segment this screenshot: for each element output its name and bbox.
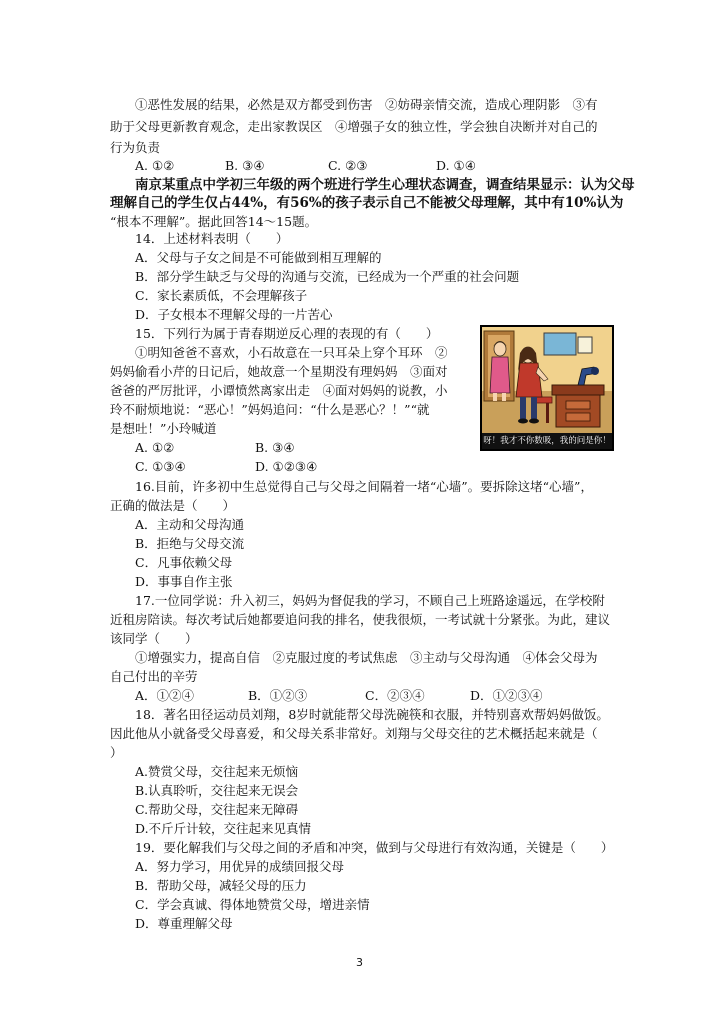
q17-option-b: B．①②③ xyxy=(248,688,308,703)
q15-option-c: C. ①③④ xyxy=(135,459,186,474)
q18-line-2: 因此他从小就备受父母喜爱，和父母关系非常好。刘翔与父母交往的艺术概括起来就是（ xyxy=(110,726,598,741)
q14-option-d: D．子女根本不理解父母的一片苦心 xyxy=(135,307,333,322)
q13-line-2: 助于父母更新教育观念，走出家教误区 ④增强子女的独立性，学会独自决断并对自己的 xyxy=(110,119,598,134)
q15-cartoon-image xyxy=(480,325,614,451)
q18-option-c: C.帮助父母，交往起来无障碍 xyxy=(135,802,299,817)
q18-option-d: D.不斤斤计较，交往起来见真情 xyxy=(135,821,312,836)
q15-option-a: A. ①② xyxy=(135,440,175,455)
q17-line-3: 该同学（ ） xyxy=(110,631,198,646)
q15-option-b: B. ③④ xyxy=(255,440,295,455)
page-number: 3 xyxy=(356,956,363,969)
q16-option-d: D．事事自作主张 xyxy=(135,574,233,589)
q19-stem: 19．要化解我们与父母之间的矛盾和冲突，做到与父母进行有效沟通，关键是（ ） xyxy=(135,840,614,855)
q16-line-2: 正确的做法是（ ） xyxy=(110,498,236,513)
q18-line-3: ） xyxy=(110,745,123,760)
q15-line-3: 爸爸的严厉批评，小谭愤然离家出走 ④面对妈妈的说教，小 xyxy=(110,383,448,398)
q16-option-c: C．凡事依赖父母 xyxy=(135,555,233,570)
q17-option-a: A．①②④ xyxy=(135,688,195,703)
q13-option-d: D. ①④ xyxy=(436,158,476,173)
cartoon-caption: 呀！我才不你数吸，我的问是你！ xyxy=(482,433,612,449)
q17-line-5: 自己付出的辛劳 xyxy=(110,669,198,684)
q14-stem: 14．上述材料表明（ ） xyxy=(135,231,289,246)
q17-line-1: 17.一位同学说：升入初三，妈妈为督促我的学习，不顾自己上班路途遥远，在学校附 xyxy=(135,593,605,608)
q16-option-b: B．拒绝与父母交流 xyxy=(135,536,245,551)
q18-line-1: 18．著名田径运动员刘翔，8岁时就能帮父母洗碗筷和衣服，并特别喜欢帮妈妈做饭。 xyxy=(135,707,609,722)
q19-option-d: D．尊重理解父母 xyxy=(135,916,233,931)
q19-option-b: B．帮助父母，减轻父母的压力 xyxy=(135,878,307,893)
q15-line-4: 玲不耐烦地说：“恶心！”妈妈追问：“什么是恶心？！”“就 xyxy=(110,402,430,417)
q16-line-1: 16.目前，许多初中生总觉得自己与父母之间隔着一堵“心墙”。要拆除这堵“心墙”， xyxy=(135,479,593,494)
cartoon-drawing xyxy=(482,327,612,433)
q19-option-a: A．努力学习，用优异的成绩回报父母 xyxy=(135,859,345,874)
q17-line-2: 近租房陪读。每次考试后她都要追问我的排名，使我很烦，一考试就十分紧张。为此，建议 xyxy=(110,612,611,627)
q14-option-c: C．家长素质低，不会理解孩子 xyxy=(135,288,308,303)
q15-option-d: D. ①②③④ xyxy=(255,459,318,474)
q14-option-a: A．父母与子女之间是不可能做到相互理解的 xyxy=(135,250,382,265)
q13-line-3: 行为负责 xyxy=(110,140,161,155)
q18-option-a: A.赞赏父母，交往起来无烦恼 xyxy=(135,764,299,779)
q13-option-b: B. ③④ xyxy=(225,158,265,173)
q13-option-c: C. ②③ xyxy=(328,158,368,173)
q17-line-4: ①增强实力，提高自信 ②克服过度的考试焦虑 ③主动与父母沟通 ④体会父母为 xyxy=(135,650,598,665)
q15-stem: 15．下列行为属于青春期逆反心理的表现的有（ ） xyxy=(135,326,439,341)
q14-option-b: B．部分学生缺乏与父母的沟通与交流，已经成为一个严重的社会问题 xyxy=(135,269,520,284)
q15-line-5: 是想吐！”小玲喊道 xyxy=(110,421,217,436)
q15-line-2: 妈妈偷看小芹的日记后，她故意一个星期没有理妈妈 ③面对 xyxy=(110,364,448,379)
survey-line-2: 理解自己的学生仅占44%，有56%的孩子表示自己不能被父母理解，其中有10%认为 xyxy=(110,195,624,211)
q17-option-c: C．②③④ xyxy=(365,688,425,703)
q19-option-c: C．学会真诚、得体地赞赏父母，增进亲情 xyxy=(135,897,370,912)
q16-option-a: A．主动和父母沟通 xyxy=(135,517,245,532)
survey-line-1: 南京某重点中学初三年级的两个班进行学生心理状态调查，调查结果显示：认为父母 xyxy=(135,177,635,193)
q13-option-a: A. ①② xyxy=(135,158,175,173)
survey-line-3: “根本不理解”。据此回答14～15题。 xyxy=(110,214,318,229)
q18-option-b: B.认真聆听，交往起来无误会 xyxy=(135,783,299,798)
q15-line-1: ①明知爸爸不喜欢，小石故意在一只耳朵上穿个耳环 ② xyxy=(135,345,448,360)
q13-line-1: ①恶性发展的结果，必然是双方都受到伤害 ②妨碍亲情交流，造成心理阴影 ③有 xyxy=(135,97,598,112)
q17-option-d: D．①②③④ xyxy=(470,688,543,703)
